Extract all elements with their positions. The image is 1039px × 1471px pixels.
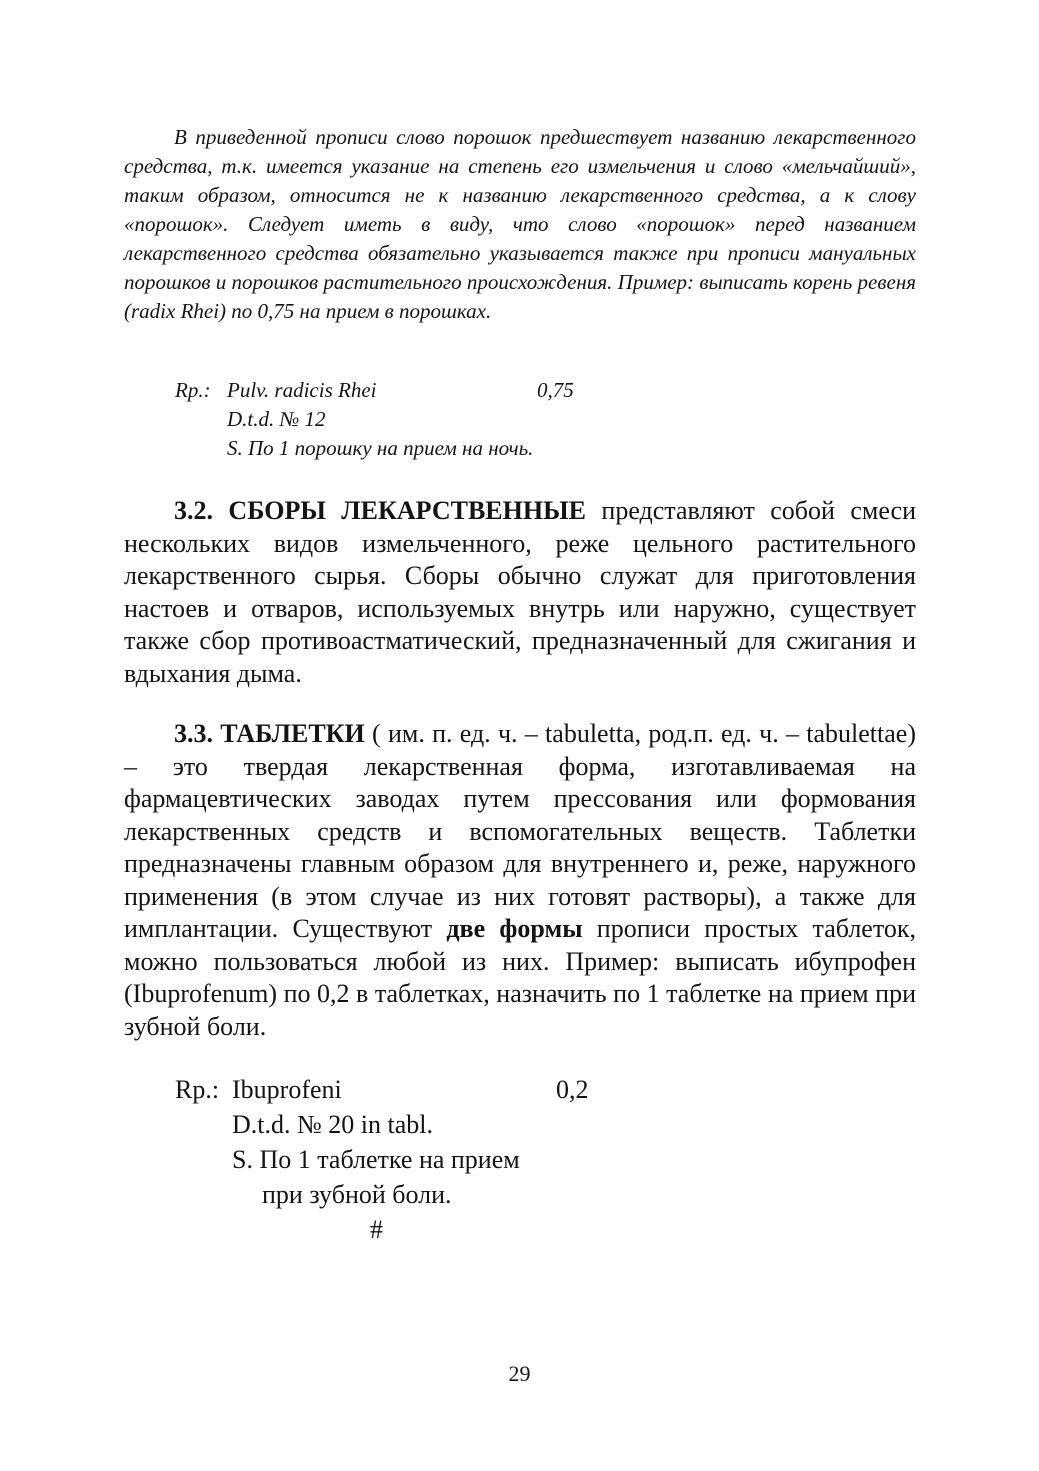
intro-paragraph: В приведенной прописи слово порошок предшествует названию лекарственного средства, т.к. имеется указание на степень его измельчения и слово «мельчайший», таким образом, относится не к названию лекарственного средства, а к слову «порошок». Следует иметь в виду, что слово «порошок» перед названием лекарственного средства обязательно указывается также при прописи мануальных порошков и порошков растительного происхождения. Пример: выписать корень ревеня (radix Rhei) по 0,75 на прием в порошках.: [124, 125, 916, 323]
end-mark: #: [370, 1215, 383, 1244]
dtd-line: D.t.d. № 20 in tabl.: [232, 1110, 434, 1139]
section-3-3-text-a: ( им. п. ед. ч. – tabuletta, род.п. ед. ч. – tabulettae) – это твердая лекарственная форма, изготавливаемая на фармацевтических заводах путем прессования или формования лекарственных средств и вспомогательных веществ. Таблетки предназначены главным образом для внутреннего и, реже, наружного применения (в этом случае из них готовят растворы), а также для имплантации. Существуют: [124, 719, 916, 943]
signa-line: S. По 1 таблетке на прием: [232, 1145, 520, 1174]
rp-label: Rp.:: [175, 378, 211, 402]
prescription-line: [175, 405, 695, 434]
prescription-line: [175, 1107, 695, 1142]
prescription-line: [175, 1142, 695, 1177]
page-number: 29: [508, 1361, 531, 1386]
prescription-line: [175, 376, 695, 405]
section-3-3-heading: 3.3. ТАБЛЕТКИ: [174, 719, 365, 748]
dose: 0,75: [537, 378, 574, 402]
dtd-line: D.t.d. № 12: [227, 407, 326, 431]
section-3-2-paragraph: [124, 495, 916, 690]
ingredient: Ibuprofeni: [232, 1075, 342, 1104]
signa-continuation: при зубной боли.: [262, 1180, 452, 1209]
section-3-3-text-b: прописи простых таблеток, можно пользоваться любой из них. Пример: выписать ибупрофен (Ibuprofenum) по 0,2 в таблетках, назначить по 1 таблетке на прием при зубной боли.: [124, 914, 916, 1041]
rp-label: Rp.:: [175, 1075, 220, 1104]
section-3-2-text: представляют собой смеси нескольких видов измельченного, реже цельного растительного лекарственного сырья. Сборы обычно служат для приготовления настоев и отваров, используемых внутрь или наружно, существует также сбор противоастматический, предназначенный для сжигания и вдыхания дыма.: [124, 496, 916, 688]
prescription-line: [175, 1072, 695, 1107]
dose: 0,2: [556, 1075, 589, 1104]
section-3-3-emphasis: две формы: [446, 914, 583, 943]
prescription-line: [175, 1177, 695, 1212]
section-3-2-heading: 3.2. СБОРЫ ЛЕКАРСТВЕННЫЕ: [174, 496, 586, 525]
section-3-3-paragraph: [124, 718, 916, 1043]
prescription-rhei: [175, 376, 695, 463]
prescription-line: [175, 1212, 695, 1247]
signa-line: S. По 1 порошку на прием на ночь.: [227, 436, 534, 460]
ingredient: Pulv. radicis Rhei: [227, 378, 377, 402]
prescription-line: [175, 434, 695, 463]
prescription-ibuprofen: [175, 1072, 695, 1247]
